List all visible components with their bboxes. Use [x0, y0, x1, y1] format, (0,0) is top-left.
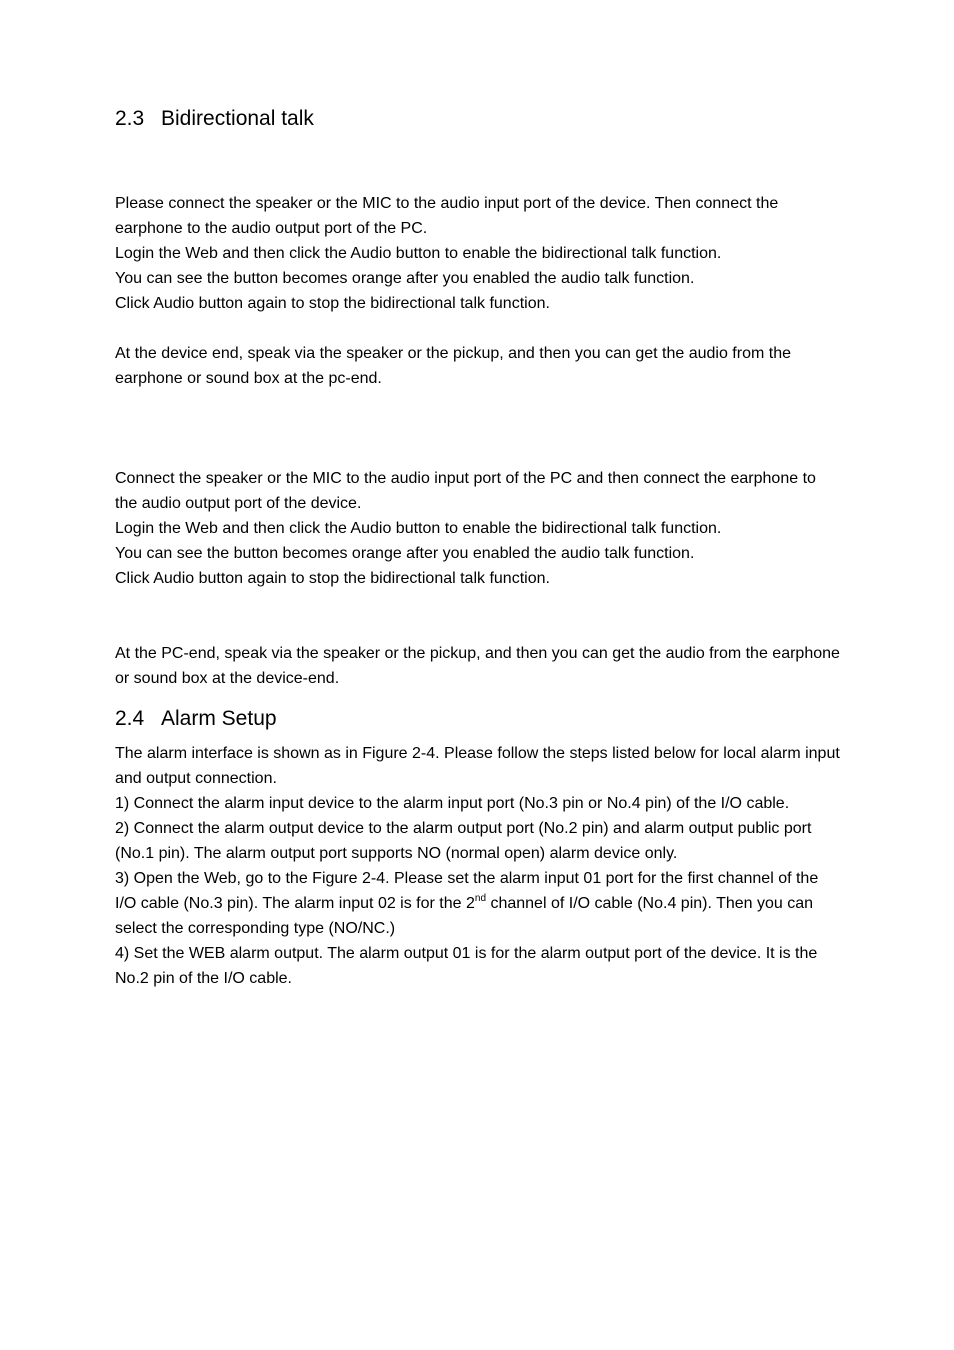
section-number: 2.3 [115, 107, 145, 130]
paragraph-line: select the corresponding type (NO/NC.) [115, 920, 396, 937]
paragraph-line: You can see the button becomes orange after you enabled the audio talk function. [115, 545, 695, 562]
paragraph-line: and output connection. [115, 770, 277, 787]
paragraph-line: Click Audio button again to stop the bidirectional talk function. [115, 570, 550, 587]
line-text: I/O cable (No.3 pin). The alarm input 02 is for the 2 [115, 895, 475, 912]
paragraph-line: Login the Web and then click the Audio button to enable the bidirectional talk function. [115, 245, 722, 262]
paragraph-line: 3) Open the Web, go to the Figure 2-4. Please set the alarm input 01 port for the first channel of the [115, 870, 819, 887]
line-text: channel of I/O cable (No.4 pin). Then you can [486, 895, 814, 912]
paragraph-line: Login the Web and then click the Audio button to enable the bidirectional talk function. [115, 520, 722, 537]
paragraph-line: (No.1 pin). The alarm output port supports NO (normal open) alarm device only. [115, 845, 678, 862]
section-number: 2.4 [115, 707, 145, 730]
paragraph-line: No.2 pin of the I/O cable. [115, 970, 292, 987]
paragraph-line: 1) Connect the alarm input device to the alarm input port (No.3 pin or No.4 pin) of the I/O cable. [115, 795, 790, 812]
paragraph-line: earphone to the audio output port of the PC. [115, 220, 428, 237]
paragraph-line: 2) Connect the alarm output device to the alarm output port (No.2 pin) and alarm output public port [115, 820, 812, 837]
section-heading-2-3 [115, 107, 314, 131]
paragraph-line: At the device end, speak via the speaker or the pickup, and then you can get the audio from the [115, 345, 791, 362]
section-heading-2-4 [115, 707, 277, 731]
paragraph-line: At the PC-end, speak via the speaker or the pickup, and then you can get the audio from the earphone [115, 645, 840, 662]
paragraph-line [115, 894, 813, 914]
paragraph-line: You can see the button becomes orange after you enabled the audio talk function. [115, 270, 695, 287]
superscript: nd [474, 893, 487, 904]
section-title: Bidirectional talk [161, 107, 314, 130]
paragraph-line: 4) Set the WEB alarm output. The alarm output 01 is for the alarm output port of the device. It is the [115, 945, 818, 962]
paragraph-line: Click Audio button again to stop the bidirectional talk function. [115, 295, 550, 312]
paragraph-line: the audio output port of the device. [115, 495, 362, 512]
paragraph-line: earphone or sound box at the pc-end. [115, 370, 382, 387]
paragraph-line: or sound box at the device-end. [115, 670, 340, 687]
paragraph-line: Connect the speaker or the MIC to the audio input port of the PC and then connect the earphone to [115, 470, 816, 487]
section-title: Alarm Setup [161, 707, 277, 730]
paragraph-line: The alarm interface is shown as in Figure 2-4. Please follow the steps listed below for local alarm input [115, 745, 840, 762]
paragraph-line: Please connect the speaker or the MIC to the audio input port of the device. Then connect the [115, 195, 779, 212]
